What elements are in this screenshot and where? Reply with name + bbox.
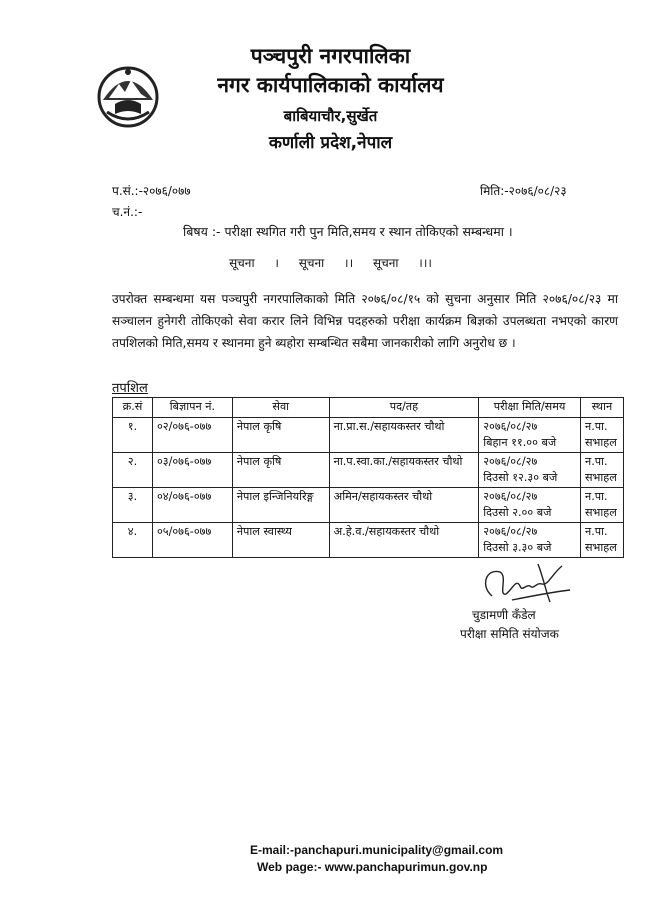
cell-datetime (479, 418, 581, 453)
cell-service: नेपाल इन्जिनियरिङ्ग (232, 488, 329, 523)
cell-time: दिउसो ३.३० बजे (483, 541, 552, 554)
cell-service: नेपाल कृषि (232, 418, 329, 453)
letter-date: मिति:-२०७६/०८/२३ (480, 184, 567, 198)
footer-email: E-mail:-panchapuri.municipality@gmail.com (250, 843, 504, 857)
cell-ad-no: ०४/०७६-०७७ (152, 488, 232, 523)
cell-date: २०७६/०८/२७ (483, 420, 538, 433)
cell-sn: ३. (113, 488, 153, 523)
office-name: नगर कार्यपालिकाको कार्यालय (217, 73, 444, 97)
cell-time: दिउसो २.०० बजे (483, 506, 552, 519)
table-header-row (113, 398, 624, 418)
signer-title: परीक्षा समिति संयोजक (460, 627, 559, 641)
cell-venue: न.पा. सभाहल (580, 523, 623, 558)
cell-date: २०७६/०८/२७ (483, 490, 538, 503)
table-row (113, 453, 624, 488)
chalani-number: च.नं.:- (112, 205, 143, 219)
signer-name: चुडामणी कँडेल (472, 608, 536, 622)
col-header-sn: क्र.सं (113, 398, 153, 418)
cell-ad-no: ०२/०७६-०७७ (152, 418, 232, 453)
letter-subject: बिषय :- परीक्षा स्थगित गरी पुन मिति,समय र स्थान तोकिएको सम्बन्धमा । (183, 224, 513, 239)
cell-post: ना.प.स्वा.का./सहायकस्तर चौथो (329, 453, 479, 488)
table-title: तपशिल (112, 381, 148, 396)
col-header-venue: स्थान (580, 398, 623, 418)
cell-date: २०७६/०८/२७ (483, 455, 538, 468)
table-row (113, 418, 624, 453)
footer-webpage: Web page:- www.panchapurimun.gov.np (257, 860, 488, 874)
cell-post: अमिन/सहायकस्तर चौथो (329, 488, 479, 523)
office-location: बाबियाचौर,सुर्खेत (283, 107, 378, 125)
cell-ad-no: ०३/०७६-०७७ (152, 453, 232, 488)
cell-datetime (479, 523, 581, 558)
notice-heading: सूचना । सूचना ।। सूचना ।।। (229, 256, 432, 270)
reference-number: प.सं.:-२०७६/०७७ (112, 184, 191, 198)
cell-datetime (479, 453, 581, 488)
cell-service: नेपाल कृषि (232, 453, 329, 488)
cell-post: अ.हे.व./सहायकस्तर चौथो (329, 523, 479, 558)
col-header-service: सेवा (232, 398, 329, 418)
letter-body: उपरोक्त सम्बन्धमा यस पञ्चपुरी नगरपालिकाको मिति २०७६/०८/१५ को सुचना अनुसार मिति २०७६/०८/२३ मा सञ्चालन हुनेगरी तोकिएको सेवा करार लिने विभिन्न पदहरुको परीक्षा कार्यक्रम बिज्ञको उपलब्धता नभएको कारण तपशिलको मिति,समय र स्थानमा हुने ब्यहोरा सम्बन्धित सबैमा जानकारीको लागि अनुरोध छ । (112, 292, 618, 350)
cell-time: दिउसो १२.३० बजे (483, 471, 558, 484)
cell-sn: ४. (113, 523, 153, 558)
cell-sn: १. (113, 418, 153, 453)
cell-date: २०७६/०८/२७ (483, 525, 538, 538)
col-header-post: पद/तह (329, 398, 479, 418)
table-row (113, 488, 624, 523)
cell-venue: न.पा. सभाहल (580, 453, 623, 488)
cell-time: बिहान ११.०० बजे (483, 436, 557, 449)
cell-ad-no: ०५/०७६-०७७ (152, 523, 232, 558)
cell-sn: २. (113, 453, 153, 488)
cell-post: ना.प्रा.स./सहायकस्तर चौथो (329, 418, 479, 453)
cell-venue: न.पा. सभाहल (580, 488, 623, 523)
cell-venue: न.पा. सभाहल (580, 418, 623, 453)
exam-schedule-table (112, 397, 624, 558)
col-header-datetime: परीक्षा मिति/समय (479, 398, 581, 418)
province-name: कर्णाली प्रदेश,नेपाल (268, 133, 393, 153)
cell-service: नेपाल स्वास्थ्य (232, 523, 329, 558)
municipality-name: पञ्चपुरी नगरपालिका (250, 44, 411, 68)
table-row (113, 523, 624, 558)
cell-datetime (479, 488, 581, 523)
col-header-ad-no: बिज्ञापन नं. (152, 398, 232, 418)
